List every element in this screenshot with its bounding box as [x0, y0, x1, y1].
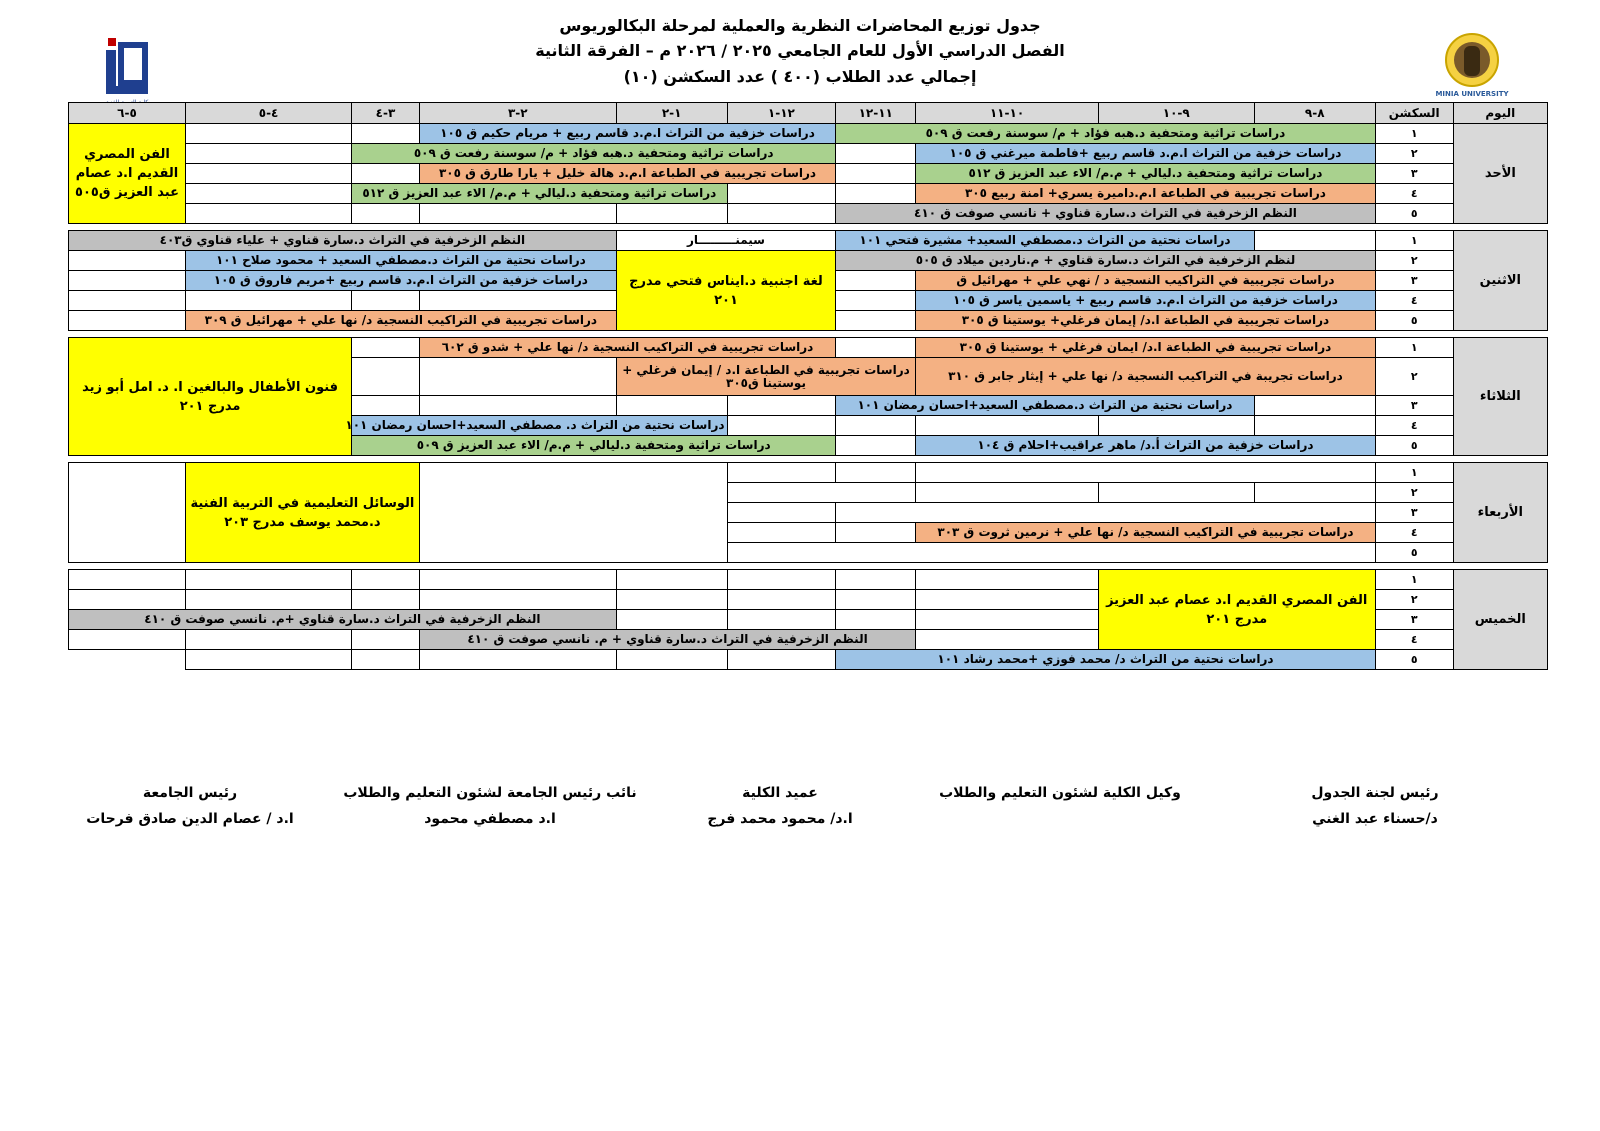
section-number: ٤ [1375, 630, 1453, 650]
empty-cell [1254, 396, 1375, 416]
lecture-cell: دراسات نحتية من التراث د.مصطفي السعيد + محمود صلاح ١٠١ [185, 251, 616, 271]
empty-cell [916, 483, 1099, 503]
lecture-cell: دراسات تراثية ومتحفية د.هبه فؤاد + م/ سوسنة رفعت ق ٥٠٩ [352, 144, 836, 164]
signature-block [80, 780, 300, 832]
empty-cell [727, 503, 836, 523]
lecture-cell: دراسات تجريبية في التراكيب النسجية د / نهي علي + مهرائيل ق [916, 271, 1375, 291]
empty-cell [419, 590, 616, 610]
empty-cell [836, 463, 916, 483]
empty-cell [185, 570, 351, 590]
table-row [69, 231, 1548, 251]
table-row [69, 164, 1548, 184]
lecture-cell: دراسات تجريبية في الطباعة ا.د/ ايمان فرغلي + يوستينا ق ٣٠٥ [916, 338, 1375, 358]
signature-name: د/حسناء عبد الغني [1312, 811, 1438, 827]
lecture-cell: دراسات خزفية من التراث ا.م.د قاسم ربيع +فاطمة ميرغني ق ١٠٥ [916, 144, 1375, 164]
empty-cell [916, 463, 1375, 483]
empty-cell [836, 570, 916, 590]
section-number: ٣ [1375, 396, 1453, 416]
section-number: ٤ [1375, 523, 1453, 543]
day-separator [69, 456, 1548, 463]
university-logo [1435, 30, 1520, 100]
lecture-cell: الوسائل التعليمية في التربية الفنية د.محمد يوسف مدرج ٢٠٣ [185, 463, 419, 563]
lecture-cell: دراسات تجريبية في الطباعة ا.د/ إيمان فرغلي+ يوستينا ق ٣٠٥ [916, 311, 1375, 331]
lecture-cell: النظم الزخرفية في التراث د.سارة قناوي + علياء قناوي ق٤٠٣ [69, 231, 617, 251]
lecture-cell: دراسات تراثية ومتحفية د.ليالي + م.م/ الاء عبد العزيز ق ٥١٢ [352, 184, 727, 204]
separator-cell [69, 563, 1548, 570]
empty-cell [185, 204, 351, 224]
empty-cell [836, 338, 916, 358]
day-label: الثلاثاء [1453, 338, 1547, 456]
empty-cell [352, 204, 420, 224]
empty-cell [352, 338, 420, 358]
table-row [69, 338, 1548, 358]
empty-cell [419, 204, 616, 224]
empty-cell [836, 523, 916, 543]
signature-name: ا.د/ محمود محمد فرج [707, 811, 853, 827]
empty-cell [836, 610, 916, 630]
empty-cell [1098, 416, 1254, 436]
empty-cell [1098, 483, 1254, 503]
section-number: ٥ [1375, 436, 1453, 456]
day-label: الأحد [1453, 124, 1547, 224]
section-number: ٥ [1375, 543, 1453, 563]
section-number: ٤ [1375, 291, 1453, 311]
empty-cell [616, 570, 727, 590]
empty-cell [616, 396, 727, 416]
empty-cell [352, 358, 420, 396]
empty-cell [185, 144, 351, 164]
lecture-cell: الفن المصري القديم ا.د عصام عبد العزيز مدرج ٢٠١ [1098, 570, 1375, 650]
table-row [69, 184, 1548, 204]
empty-cell [836, 291, 916, 311]
section-number: ٢ [1375, 590, 1453, 610]
signature-block [930, 780, 1190, 806]
lecture-cell: دراسات خزفية من التراث ا.م.د قاسم ربيع + مريام حكيم ق ١٠٥ [419, 124, 835, 144]
lecture-cell: دراسات تجريبية في التراكيب النسجية د/ نها علي + نرمين ثروت ق ٣٠٣ [916, 523, 1375, 543]
empty-cell [836, 590, 916, 610]
empty-cell [1254, 416, 1375, 436]
empty-cell [727, 650, 836, 670]
lecture-cell: دراسات خزفية من التراث ا.م.د قاسم ربيع +مريم فاروق ق ١٠٥ [185, 271, 616, 291]
col-header: ١١-١٢ [836, 103, 916, 124]
empty-cell [352, 164, 420, 184]
empty-cell [916, 570, 1099, 590]
empty-cell [185, 590, 351, 610]
empty-cell [616, 590, 727, 610]
lecture-cell: دراسات نحتية من التراث د/ محمد فوزي +محمد رشاد ١٠١ [836, 650, 1375, 670]
day-separator [69, 331, 1548, 338]
empty-cell [69, 590, 186, 610]
lecture-cell: دراسات تراثية ومتحفية د.ليالي + م.م/ الاء عبد العزيز ق ٥٠٩ [352, 436, 836, 456]
day-label: الأربعاء [1453, 463, 1547, 563]
section-number: ٣ [1375, 610, 1453, 630]
empty-cell [185, 124, 351, 144]
empty-cell [727, 396, 836, 416]
lecture-cell: دراسات تجريبية في الطباعة ا.م.داميرة يسري+ امنة ربيع ٣٠٥ [916, 184, 1375, 204]
col-header: ٣-٤ [352, 103, 420, 124]
col-header: ٥-٦ [69, 103, 186, 124]
empty-cell [836, 184, 916, 204]
empty-cell [69, 463, 186, 563]
lecture-cell: دراسات تراثية ومتحفية د.هبه فؤاد + م/ سوسنة رفعت ق ٥٠٩ [836, 124, 1375, 144]
empty-cell [916, 610, 1099, 630]
col-header: ٤-٥ [185, 103, 351, 124]
university-logo-icon [1435, 30, 1520, 100]
table-row [69, 650, 1548, 670]
signature-block [1290, 780, 1460, 832]
empty-cell [836, 311, 916, 331]
signature-name: ا.د مصطفي محمود [424, 811, 556, 827]
section-number: ٢ [1375, 251, 1453, 271]
empty-cell [727, 463, 836, 483]
empty-cell [419, 358, 616, 396]
section-number: ١ [1375, 570, 1453, 590]
table-row [69, 204, 1548, 224]
lecture-cell: النظم الزخرفية في التراث د.سارة قناوي +م. نانسي صوفت ق ٤١٠ [69, 610, 617, 630]
empty-cell [616, 650, 727, 670]
empty-cell [727, 523, 836, 543]
col-header: ٨-٩ [1254, 103, 1375, 124]
lecture-cell: لغة اجنبية د.ايناس فتحي مدرج ٢٠١ [616, 251, 835, 331]
empty-cell [1254, 231, 1375, 251]
section-number: ٣ [1375, 503, 1453, 523]
empty-cell [419, 291, 616, 311]
empty-cell [727, 570, 836, 590]
empty-cell [352, 396, 420, 416]
empty-cell [352, 650, 420, 670]
table-row [69, 463, 1548, 483]
seminar-cell: سيمنـــــــــار [616, 231, 835, 251]
empty-cell [836, 164, 916, 184]
empty-cell [1254, 483, 1375, 503]
col-header: ٩-١٠ [1098, 103, 1254, 124]
empty-cell [352, 590, 420, 610]
signature-title: نائب رئيس الجامعة لشئون التعليم والطلاب [343, 785, 637, 801]
lecture-cell: دراسات خزفية من التراث أ.د/ ماهر عراقيب+احلام ق ١٠٤ [916, 436, 1375, 456]
empty-cell [727, 590, 836, 610]
section-number: ٣ [1375, 271, 1453, 291]
col-header: ١٠-١١ [916, 103, 1099, 124]
empty-cell [836, 436, 916, 456]
table-row [69, 124, 1548, 144]
empty-cell [727, 416, 836, 436]
empty-cell [419, 650, 616, 670]
empty-cell [727, 184, 836, 204]
faculty-logo-icon [102, 38, 152, 106]
empty-cell [836, 503, 1375, 523]
signature-name: ا.د / عصام الدين صادق فرحات [86, 811, 294, 827]
empty-cell [69, 630, 186, 650]
lecture-cell: الفن المصري القديم ا.د عصام عبد العزيز ق٥٠٥ [69, 124, 186, 224]
empty-cell [69, 311, 186, 331]
lecture-cell: دراسات تجريبية في التراكيب النسجية د/ نها علي + شدو ق ٦٠٢ [419, 338, 835, 358]
lecture-cell: فنون الأطفال والبالغين ا. د. امل أبو زيد مدرج ٢٠١ [69, 338, 352, 456]
section-number: ٥ [1375, 650, 1453, 670]
day-label: الخميس [1453, 570, 1547, 670]
day-separator [69, 563, 1548, 570]
section-number: ٥ [1375, 311, 1453, 331]
empty-cell [727, 610, 836, 630]
header-row [69, 103, 1548, 124]
title-line-2: الفصل الدراسي الأول للعام الجامعي ٢٠٢٥ / ٢٠٢٦ م – الفرقة الثانية [535, 41, 1065, 60]
empty-cell [352, 124, 420, 144]
empty-cell [616, 204, 727, 224]
lecture-cell: دراسات تراثية ومتحفية د.ليالي + م.م/ الاء عبد العزيز ق ٥١٢ [916, 164, 1375, 184]
empty-cell [185, 630, 351, 650]
section-number: ٥ [1375, 204, 1453, 224]
separator-cell [69, 224, 1548, 231]
col-header: ١-٢ [616, 103, 727, 124]
lecture-cell: دراسات نحتية من التراث د.مصطفي السعيد+ مشيرة فتحي ١٠١ [836, 231, 1254, 251]
table-row [69, 144, 1548, 164]
day-separator [69, 224, 1548, 231]
empty-cell [185, 291, 351, 311]
empty-cell [352, 570, 420, 590]
empty-cell [185, 650, 351, 670]
lecture-cell: دراسات خزفية من التراث ا.م.د قاسم ربيع + ياسمين ياسر ق ١٠٥ [916, 291, 1375, 311]
section-number: ١ [1375, 463, 1453, 483]
empty-cell [352, 291, 420, 311]
signature-title: رئيس الجامعة [142, 785, 238, 801]
empty-cell [836, 144, 916, 164]
empty-cell [727, 204, 836, 224]
signature-block [340, 780, 640, 832]
empty-cell [916, 630, 1099, 650]
lecture-cell: النظم الزخرفية في التراث د.سارة قناوي + م. نانسي صوفت ق ٤١٠ [419, 630, 915, 650]
col-header: ٢-٣ [419, 103, 616, 124]
lecture-cell: لنظم الزخرفية في التراث د.سارة قناوي + م.ناردين ميلاد ق ٥٠٥ [836, 251, 1375, 271]
title-line-1: جدول توزيع المحاضرات النظرية والعملية لمرحلة البكالوريوس [559, 16, 1041, 35]
signature-title: رئيس لجنة الجدول [1311, 785, 1439, 801]
table-row [69, 251, 1548, 271]
empty-cell [836, 416, 916, 436]
empty-cell [352, 630, 420, 650]
section-number: ١ [1375, 124, 1453, 144]
lecture-cell: دراسات تجريبية في الطباعة ا.م.د هالة خليل + يارا طارق ق ٣٠٥ [419, 164, 835, 184]
empty-cell [836, 271, 916, 291]
section-number: ٤ [1375, 416, 1453, 436]
empty-cell [419, 463, 727, 563]
empty-cell [727, 543, 1375, 563]
col-header: اليوم [1453, 103, 1547, 124]
signature-title: عميد الكلية [742, 785, 818, 801]
section-number: ٢ [1375, 483, 1453, 503]
section-number: ٤ [1375, 184, 1453, 204]
empty-cell [69, 291, 186, 311]
section-number: ١ [1375, 338, 1453, 358]
empty-cell [616, 610, 727, 630]
section-number: ٢ [1375, 358, 1453, 396]
separator-cell [69, 331, 1548, 338]
faculty-logo [102, 38, 152, 106]
empty-cell [419, 396, 616, 416]
day-label: الاثنين [1453, 231, 1547, 331]
empty-cell [727, 483, 916, 503]
title-line-3: إجمالي عدد الطلاب (٤٠٠ ) عدد السكشن (١٠) [623, 67, 977, 86]
schedule-table [68, 102, 1548, 670]
empty-cell [185, 184, 351, 204]
empty-cell [69, 251, 186, 271]
section-number: ٣ [1375, 164, 1453, 184]
section-number: ٢ [1375, 144, 1453, 164]
signatures-row [0, 780, 1600, 840]
separator-cell [69, 456, 1548, 463]
lecture-cell: دراسات تجريبة في التراكيب النسجية د/ نها علي + إيثار جابر ق ٣١٠ [916, 358, 1375, 396]
lecture-cell: دراسات تجريبية في التراكيب النسجية د/ نها علي + مهرائيل ق ٣٠٩ [185, 311, 616, 331]
lecture-cell: النظم الزخرفية في التراث د.سارة قناوي + نانسي صوفت ق ٤١٠ [836, 204, 1375, 224]
empty-cell [916, 416, 1099, 436]
table-row [69, 570, 1548, 590]
empty-cell [185, 164, 351, 184]
signature-title: وكيل الكلية لشئون التعليم والطلاب [939, 785, 1181, 801]
empty-cell [916, 590, 1099, 610]
signature-block [680, 780, 880, 832]
empty-cell [69, 570, 186, 590]
col-header: ١٢-١ [727, 103, 836, 124]
section-number: ١ [1375, 231, 1453, 251]
empty-cell [419, 570, 616, 590]
lecture-cell: دراسات نحتية من التراث د. مصطفي السعيد+احسان رمضان ١٠١ [352, 416, 727, 436]
lecture-cell: دراسات نحتية من التراث د.مصطفي السعيد+احسان رمضان ١٠١ [836, 396, 1254, 416]
svg-text:MINIA UNIVERSITY: MINIA UNIVERSITY [1435, 90, 1509, 98]
col-header: السكشن [1375, 103, 1453, 124]
lecture-cell: دراسات تجريبية في الطباعة ا.د / إيمان فرغلي + يوستينا ق٣٠٥ [616, 358, 915, 396]
empty-cell [69, 271, 186, 291]
